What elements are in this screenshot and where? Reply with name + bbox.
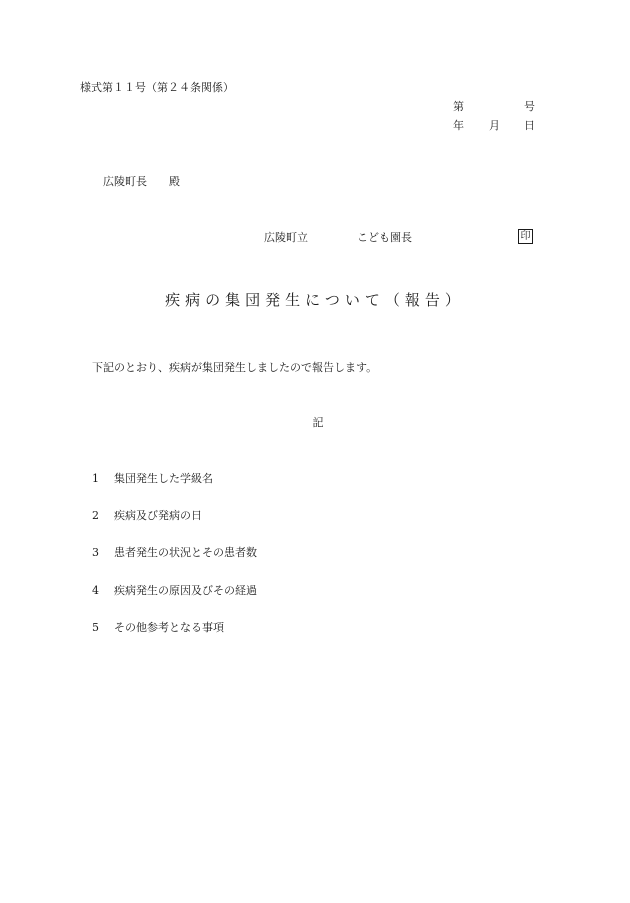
- list-item: [92, 585, 257, 596]
- addressee-honorific: 殿: [169, 175, 180, 188]
- list-item-text: 集団発生した学級名: [114, 472, 213, 485]
- list-item: [92, 473, 213, 484]
- list-item-text: 患者発生の状況とその患者数: [114, 546, 257, 559]
- list-item-number: 3: [92, 546, 99, 559]
- document-number-suffix: 号: [524, 100, 535, 113]
- document-title: 疾病の集団発生について（報告）: [165, 291, 465, 309]
- list-item: [92, 510, 202, 521]
- body-text: 下記のとおり、疾病が集団発生しましたので報告します。: [92, 361, 378, 374]
- date-month-label: 月: [489, 119, 500, 132]
- sender-town: 広陵町立: [264, 231, 308, 244]
- date-day-label: 日: [524, 119, 535, 132]
- form-number: 様式第１１号（第２４条関係）: [80, 81, 234, 94]
- ki-heading: 記: [312, 416, 324, 429]
- list-item-number: 1: [92, 472, 99, 485]
- list-item-text: その他参考となる事項: [114, 621, 224, 634]
- list-item-number: 2: [92, 509, 99, 522]
- document-number-prefix: 第: [453, 100, 464, 113]
- list-item-number: 4: [92, 584, 99, 597]
- list-item-number: 5: [92, 621, 99, 634]
- addressee: [103, 176, 180, 187]
- seal-stamp-box: 印: [518, 229, 533, 244]
- date-year-label: 年: [453, 119, 464, 132]
- list-item: [92, 622, 224, 633]
- list-item: [92, 547, 257, 558]
- addressee-name: 広陵町長: [103, 175, 147, 188]
- list-item-text: 疾病及び発病の日: [114, 509, 202, 522]
- sender-school-title: こども園長: [357, 231, 412, 244]
- list-item-text: 疾病発生の原因及びその経過: [114, 584, 257, 597]
